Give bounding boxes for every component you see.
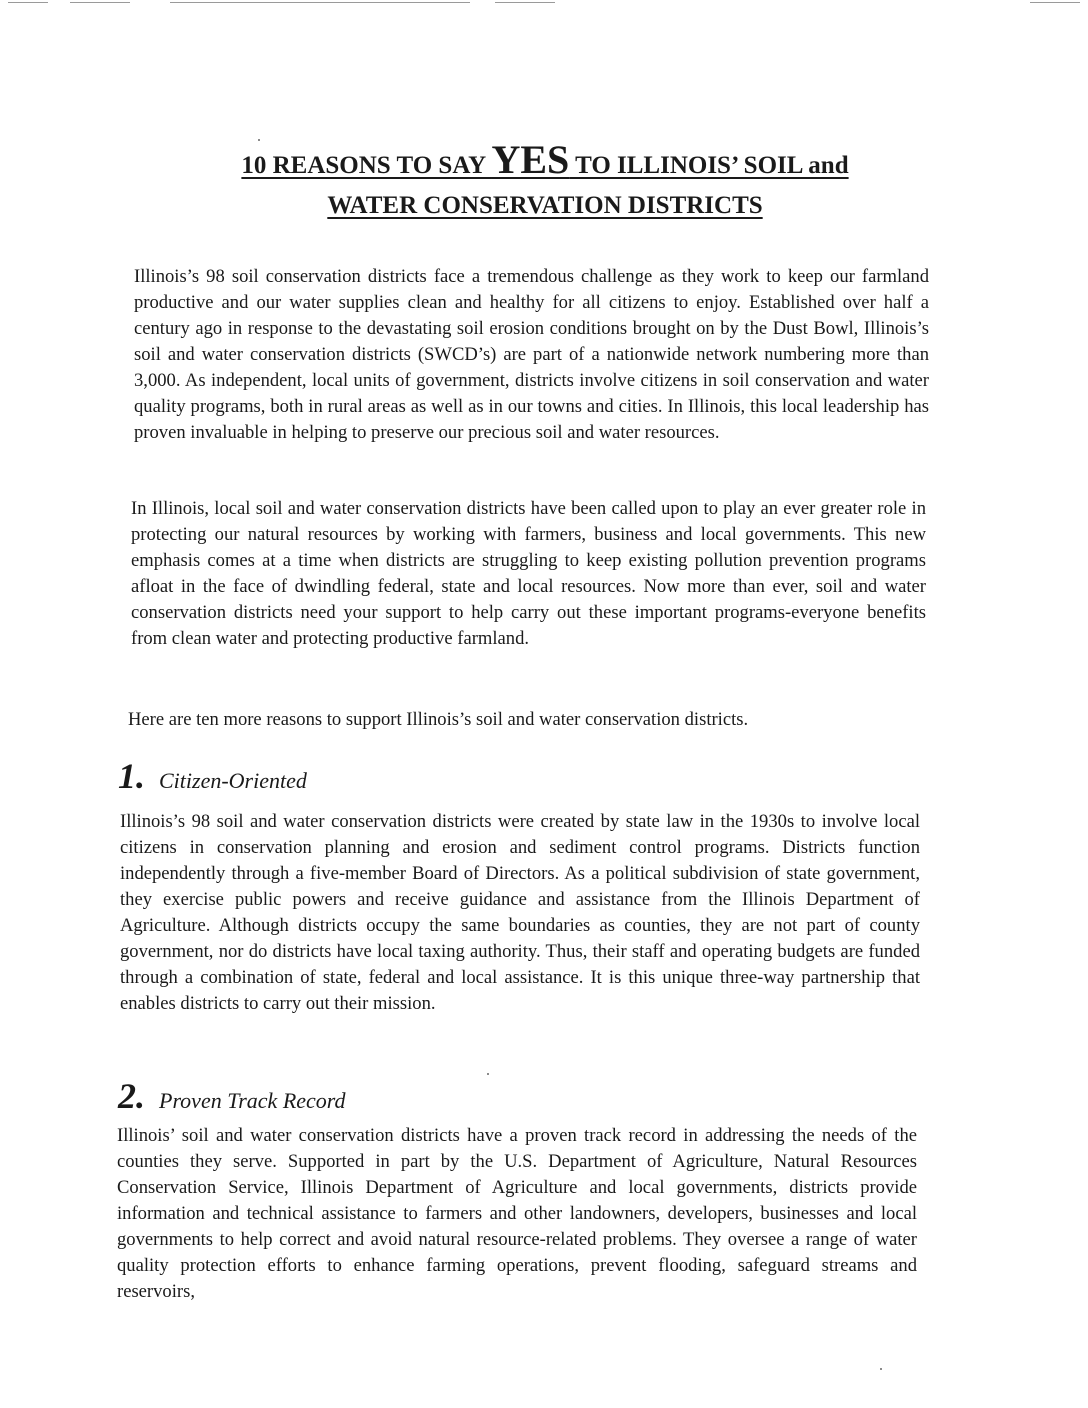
title-line-2: WATER CONSERVATION DISTRICTS [327,192,763,219]
reason-2-title: Proven Track Record [159,1088,346,1113]
scan-speck [258,139,260,141]
scan-artifact [170,2,470,3]
reason-2-number: 2. [118,1076,145,1116]
reason-1-number: 1. [118,756,145,796]
document-title [120,137,970,226]
scan-artifact [495,2,555,3]
title-yes: YES [491,137,570,182]
reason-2-body: Illinois’ soil and water conservation districts have a proven track record in addressing the needs of the counties they serve. Supported in part by the U.S. Department of Agriculture, Natural Resources Conservation Service, Illinois Department of Agriculture and local governments, districts provide information and technical assistance to farmers and other landowners, developers, businesses and local governments to help correct and avoid natural resource-related problems. They oversee a range of water quality protection efforts to enhance farming operations, prevent flooding, safeguard streams and reservoirs, [117,1125,917,1302]
intro-paragraph-1: Illinois’s 98 soil conservation districts face a tremendous challenge as they work to keep our farmland productive and our water supplies clean and healthy for all citizens to enjoy. Established over half a century ago in response to the devastating soil erosion conditions brought on by the Dust Bowl, Illinois’s soil and water conservation districts (SWCD’s) are part of a nationwide network numbering more than 3,000. As independent, local units of government, districts involve citizens in soil conservation and water quality programs, both in rural areas as well as in our towns and cities. In Illinois, this local leadership has proven invaluable in helping to preserve our precious soil and water resources. [134,266,929,443]
reason-1-title: Citizen-Oriented [159,768,307,793]
scan-speck [487,1073,489,1075]
intro-paragraph-2: In Illinois, local soil and water conservation districts have been called upon to play an ever greater role in protecting our natural resources by working with farmers, business and local governments. This new emphasis comes at a time when districts are struggling to keep existing pollution prevention programs afloat in the face of dwindling federal, state and local resources. Now more than ever, soil and water conservation districts need your support to help carry out these important programs-everyone benefits from clean water and protecting productive farmland. [131,498,926,649]
scan-artifact [8,2,48,3]
scan-speck [880,1368,882,1370]
reason-2-heading [118,1075,346,1117]
scan-artifact [1030,2,1080,3]
reason-1-heading [118,755,307,797]
scan-artifact [70,2,130,3]
title-part-1: 10 REASONS TO SAY [241,152,492,179]
reason-1-body: Illinois’s 98 soil and water conservation districts were created by state law in the 1930s to involve local citizens in conservation planning and erosion and sediment control programs. Districts function independently through a five-member Board of Directors. As a political subdivision of state government, they exercise public powers and receive guidance and assistance from the Illinois Department of Agriculture. Although districts occupy the same boundaries as counties, they are not part of county government, nor do districts have local taxing authority. Thus, their staff and operating budgets are funded through a combination of state, federal and local assistance. It is this unique three-way partnership that enables districts to carry out their mission. [120,811,920,1014]
title-line-1 [120,137,970,186]
title-part-2: TO ILLINOIS’ SOIL and [569,152,849,179]
intro-paragraph-3: Here are ten more reasons to support Illinois’s soil and water conservation districts. [128,709,749,730]
